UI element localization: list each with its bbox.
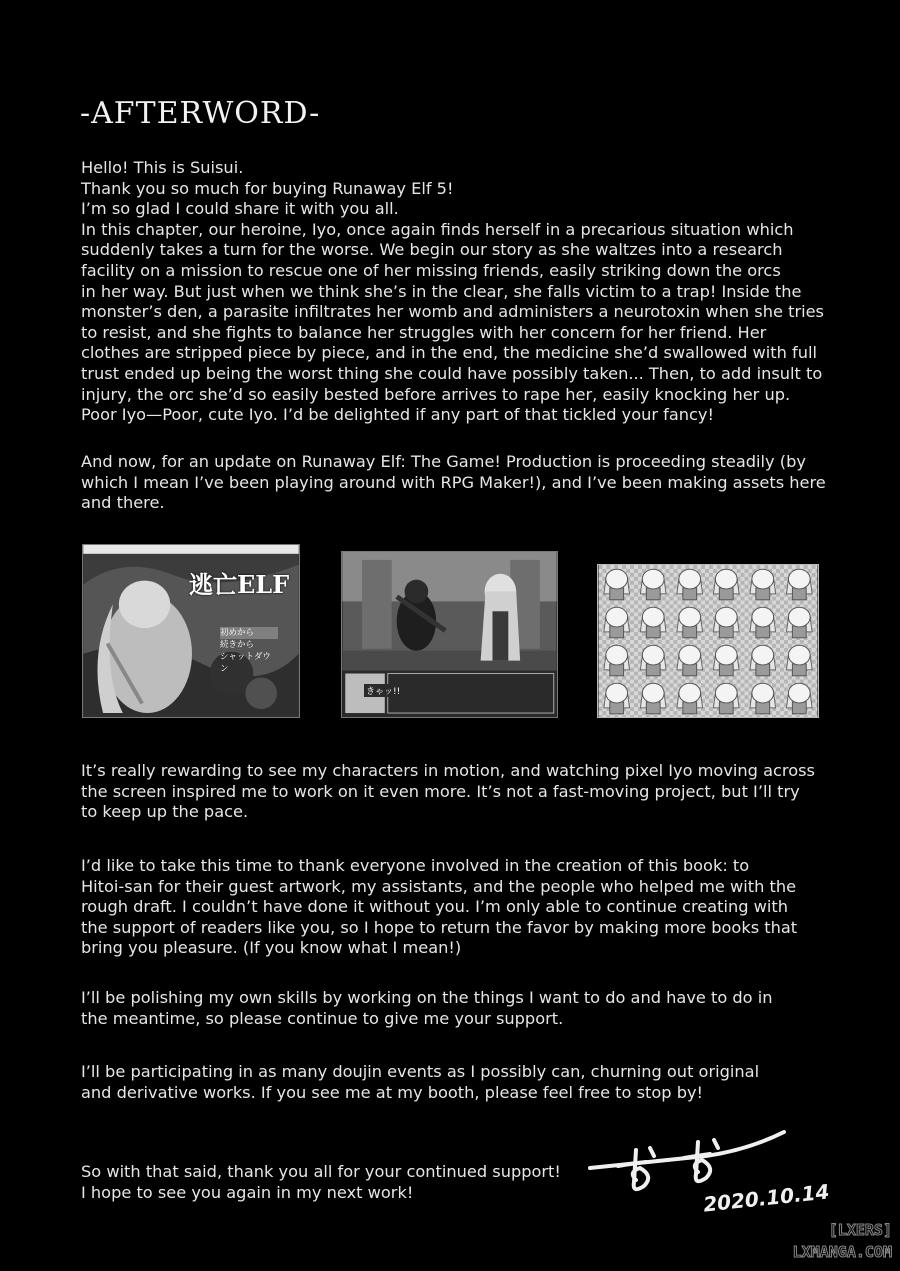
- title-menu-item: 初めから: [220, 627, 278, 639]
- text-line: I’m so glad I could share it with you all.: [81, 199, 399, 219]
- title-menu-item: シャットダウン: [220, 652, 271, 674]
- text-line: bring you pleasure. (If you know what I mean!): [81, 938, 462, 958]
- events-paragraph: [81, 1062, 821, 1103]
- title-menu: [220, 627, 278, 675]
- text-line: the support of readers like you, so I hope to return the favor by making more books that: [81, 917, 798, 937]
- sprite-sheet-illustration: [598, 565, 818, 717]
- text-line: It’s really rewarding to see my characters in motion, and watching pixel Iyo moving across: [81, 761, 815, 780]
- motion-paragraph: [81, 761, 821, 823]
- text-line: to keep up the pace.: [81, 802, 249, 822]
- text-line: and derivative works. If you see me at my booth, please feel free to stop by!: [81, 1082, 704, 1102]
- text-line: Poor Iyo—Poor, cute Iyo. I’d be delighted if any part of that tickled your fancy!: [81, 405, 715, 425]
- text-line: the meantime, so please continue to give me your support.: [81, 1008, 564, 1028]
- thanks-paragraph: [81, 856, 821, 959]
- text-line: Hitoi-san for their guest artwork, my assistants, and the people who helped me with the: [81, 876, 797, 896]
- page-title: -AFTERWORD-: [80, 96, 321, 131]
- text-line: Hello! This is Suisui.: [81, 158, 244, 177]
- game-title-screen-image: [82, 544, 300, 718]
- text-line: to resist, and she fights to balance her struggles with her concern for her friend. Her: [81, 322, 767, 342]
- intro-paragraph: [81, 158, 824, 426]
- text-line: I’ll be participating in as many doujin events as I possibly can, churning out original: [81, 1062, 760, 1081]
- text-line: Thank you so much for buying Runaway Elf 5!: [81, 178, 454, 198]
- game-battle-screen-image: [341, 551, 558, 718]
- text-line: I’d like to take this time to thank everyone involved in the creation of this book: to: [81, 856, 750, 875]
- text-line: trust ended up being the worst thing she could have possibly taken... Then, to add insult to: [81, 363, 823, 383]
- update-paragraph: [81, 452, 826, 514]
- text-line: monster’s den, a parasite infiltrates her womb and administers a neurotoxin when she tries: [81, 302, 824, 322]
- title-menu-item: 続きから: [220, 640, 255, 650]
- signature-date: 2020.10.14: [702, 1179, 831, 1217]
- text-line: facility on a mission to rescue one of her missing friends, easily striking down the orcs: [81, 260, 781, 280]
- watermark-line: [LXERS]: [828, 1221, 892, 1239]
- text-line: And now, for an update on Runaway Elf: The Game! Production is proceeding steadily (by: [81, 452, 806, 471]
- battle-dialogue: きゃッ!!: [364, 684, 402, 697]
- text-line: the screen inspired me to work on it even more. It’s not a fast-moving project, but I’ll try: [81, 781, 800, 801]
- text-line: I hope to see you again in my next work!: [81, 1182, 414, 1202]
- text-line: in her way. But just when we think she’s in the clear, she falls victim to a trap! Inside the: [81, 281, 802, 301]
- watermark: [742, 1219, 892, 1263]
- text-line: suddenly takes a turn for the worse. We begin our story as she waltzes into a research: [81, 240, 783, 260]
- game-logo: 逃亡ELF: [189, 570, 290, 599]
- text-line: I’ll be polishing my own skills by working on the things I want to do and have to do in: [81, 988, 773, 1007]
- text-line: rough draft. I couldn’t have done it without you. I’m only able to continue creating with: [81, 897, 789, 917]
- text-line: In this chapter, our heroine, Iyo, once again finds herself in a precarious situation which: [81, 219, 794, 239]
- watermark-line: LXMANGA.COM: [792, 1243, 892, 1261]
- text-line: injury, the orc she’d so easily bested before arrives to rape her, easily knocking her up.: [81, 384, 791, 404]
- text-line: So with that said, thank you all for your continued support!: [81, 1162, 561, 1181]
- text-line: which I mean I’ve been playing around with RPG Maker!), and I’ve been making assets here: [81, 472, 826, 492]
- polish-paragraph: [81, 988, 821, 1029]
- sprite-sheet-image: [597, 564, 819, 718]
- text-line: clothes are stripped piece by piece, and in the end, the medicine she’d swallowed with full: [81, 343, 817, 363]
- text-line: and there.: [81, 493, 165, 513]
